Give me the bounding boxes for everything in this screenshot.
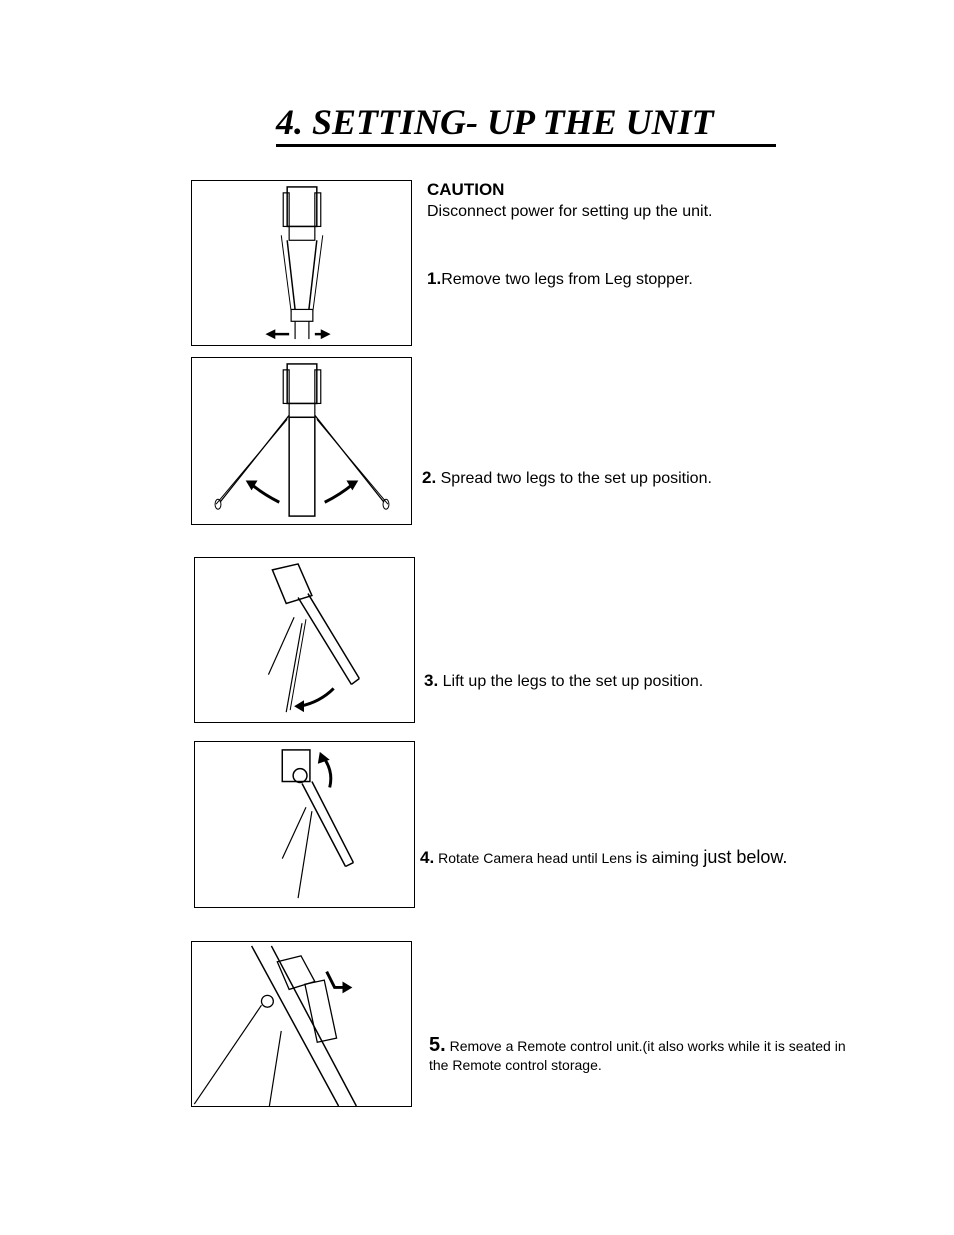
figure-remove-legs xyxy=(191,180,412,346)
figure-remove-remote xyxy=(191,941,412,1107)
step-3-number: 3. xyxy=(424,671,439,690)
caution-heading: CAUTION xyxy=(427,180,505,199)
step-5 xyxy=(429,1036,849,1075)
step-1-text: Remove two legs from Leg stopper. xyxy=(441,271,693,288)
step-2 xyxy=(422,468,712,488)
figure-rotate-head xyxy=(194,741,415,908)
step-1 xyxy=(427,269,693,289)
step-5-text: Remove a Remote control unit.(it also works while it is seated in the Remote control storage. xyxy=(429,1038,846,1073)
step-2-text: Spread two legs to the set up position. xyxy=(436,470,712,487)
step-4-text-a: Rotate Camera head until Lens xyxy=(434,850,636,866)
step-4-number: 4. xyxy=(420,848,435,867)
step-4-text-b: is aiming xyxy=(635,850,704,867)
step-2-number: 2. xyxy=(422,468,437,487)
figure-lift-legs xyxy=(194,557,415,723)
caution-text: Disconnect power for setting up the unit. xyxy=(427,203,713,220)
step-3-text: Lift up the legs to the set up position. xyxy=(438,673,704,690)
step-1-number: 1. xyxy=(427,269,442,288)
step-3 xyxy=(424,671,703,691)
step-4-text-c: just below. xyxy=(703,847,788,867)
step-4 xyxy=(420,847,787,868)
figure-spread-legs xyxy=(191,357,412,525)
step-5-number: 5. xyxy=(429,1034,446,1056)
page-title: 4. SETTING- UP THE UNIT xyxy=(276,100,776,147)
